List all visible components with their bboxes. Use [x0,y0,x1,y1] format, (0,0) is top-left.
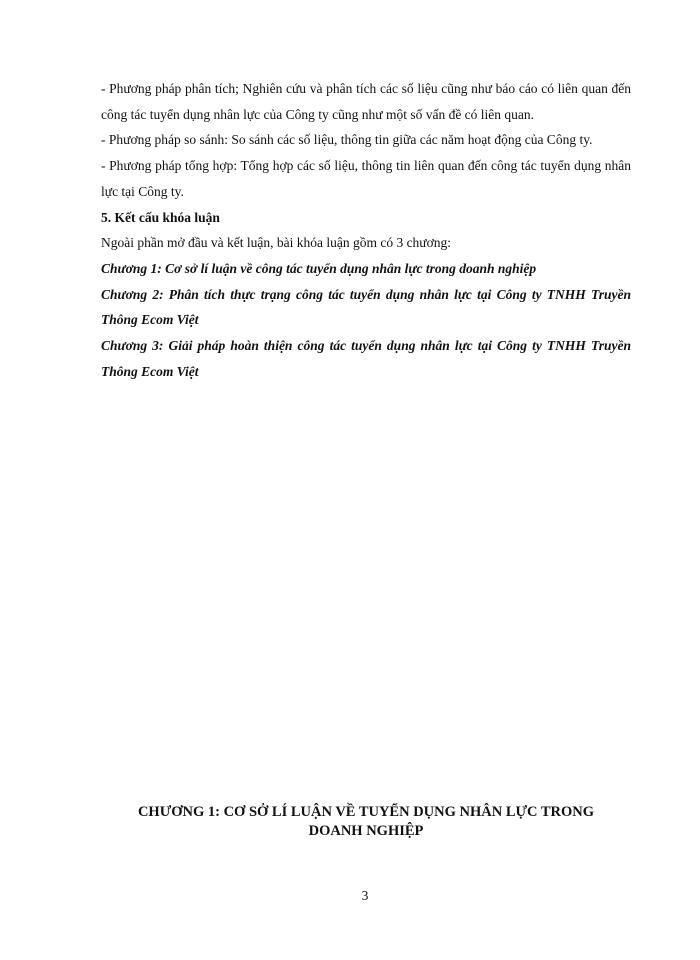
chapter-title [90,803,642,841]
paragraph-synthesis-method: - Phương pháp tổng hợp: Tổng hợp các số liệu, thông tin liên quan đến công tác tuyển dụng nhân lực tại Công ty. [101,158,631,199]
section-heading: 5. Kết cấu khóa luận [101,209,220,225]
page-number: 3 [361,888,369,903]
chapter-2-line: Chương 2: Phân tích thực trạng công tác tuyển dụng nhân lực tại Công ty TNHH Truyền Thông Ecom Việt [101,286,631,328]
chapter-1-line: Chương 1: Cơ sở lí luận về công tác tuyển dụng nhân lực trong doanh nghiệp [101,260,537,276]
chapter-title-line-2: DOANH NGHIỆP [308,823,424,839]
chapter-title-line-1: CHƯƠNG 1: CƠ SỞ LÍ LUẬN VỀ TUYỂN DỤNG NHÂN LỰC TRONG [137,804,595,820]
paragraph-comparison-method: - Phương pháp so sánh: So sánh các số liệu, thông tin giữa các năm hoạt động của Công ty. [101,132,593,148]
chapter-3-line: Chương 3: Giải pháp hoàn thiện công tác tuyển dụng nhân lực tại Công ty TNHH Truyền Thông Ecom Việt [101,338,631,379]
paragraph-analysis-method: - Phương pháp phân tích; Nghiên cứu và phân tích các số liệu cũng như báo cáo có liên quan đến công tác tuyển dụng nhân lực của Công ty cũng như một số vấn đề có liên quan. [101,81,631,122]
body-text [101,76,631,384]
structure-intro: Ngoài phần mở đầu và kết luận, bài khóa luận gồm có 3 chương: [101,235,452,251]
